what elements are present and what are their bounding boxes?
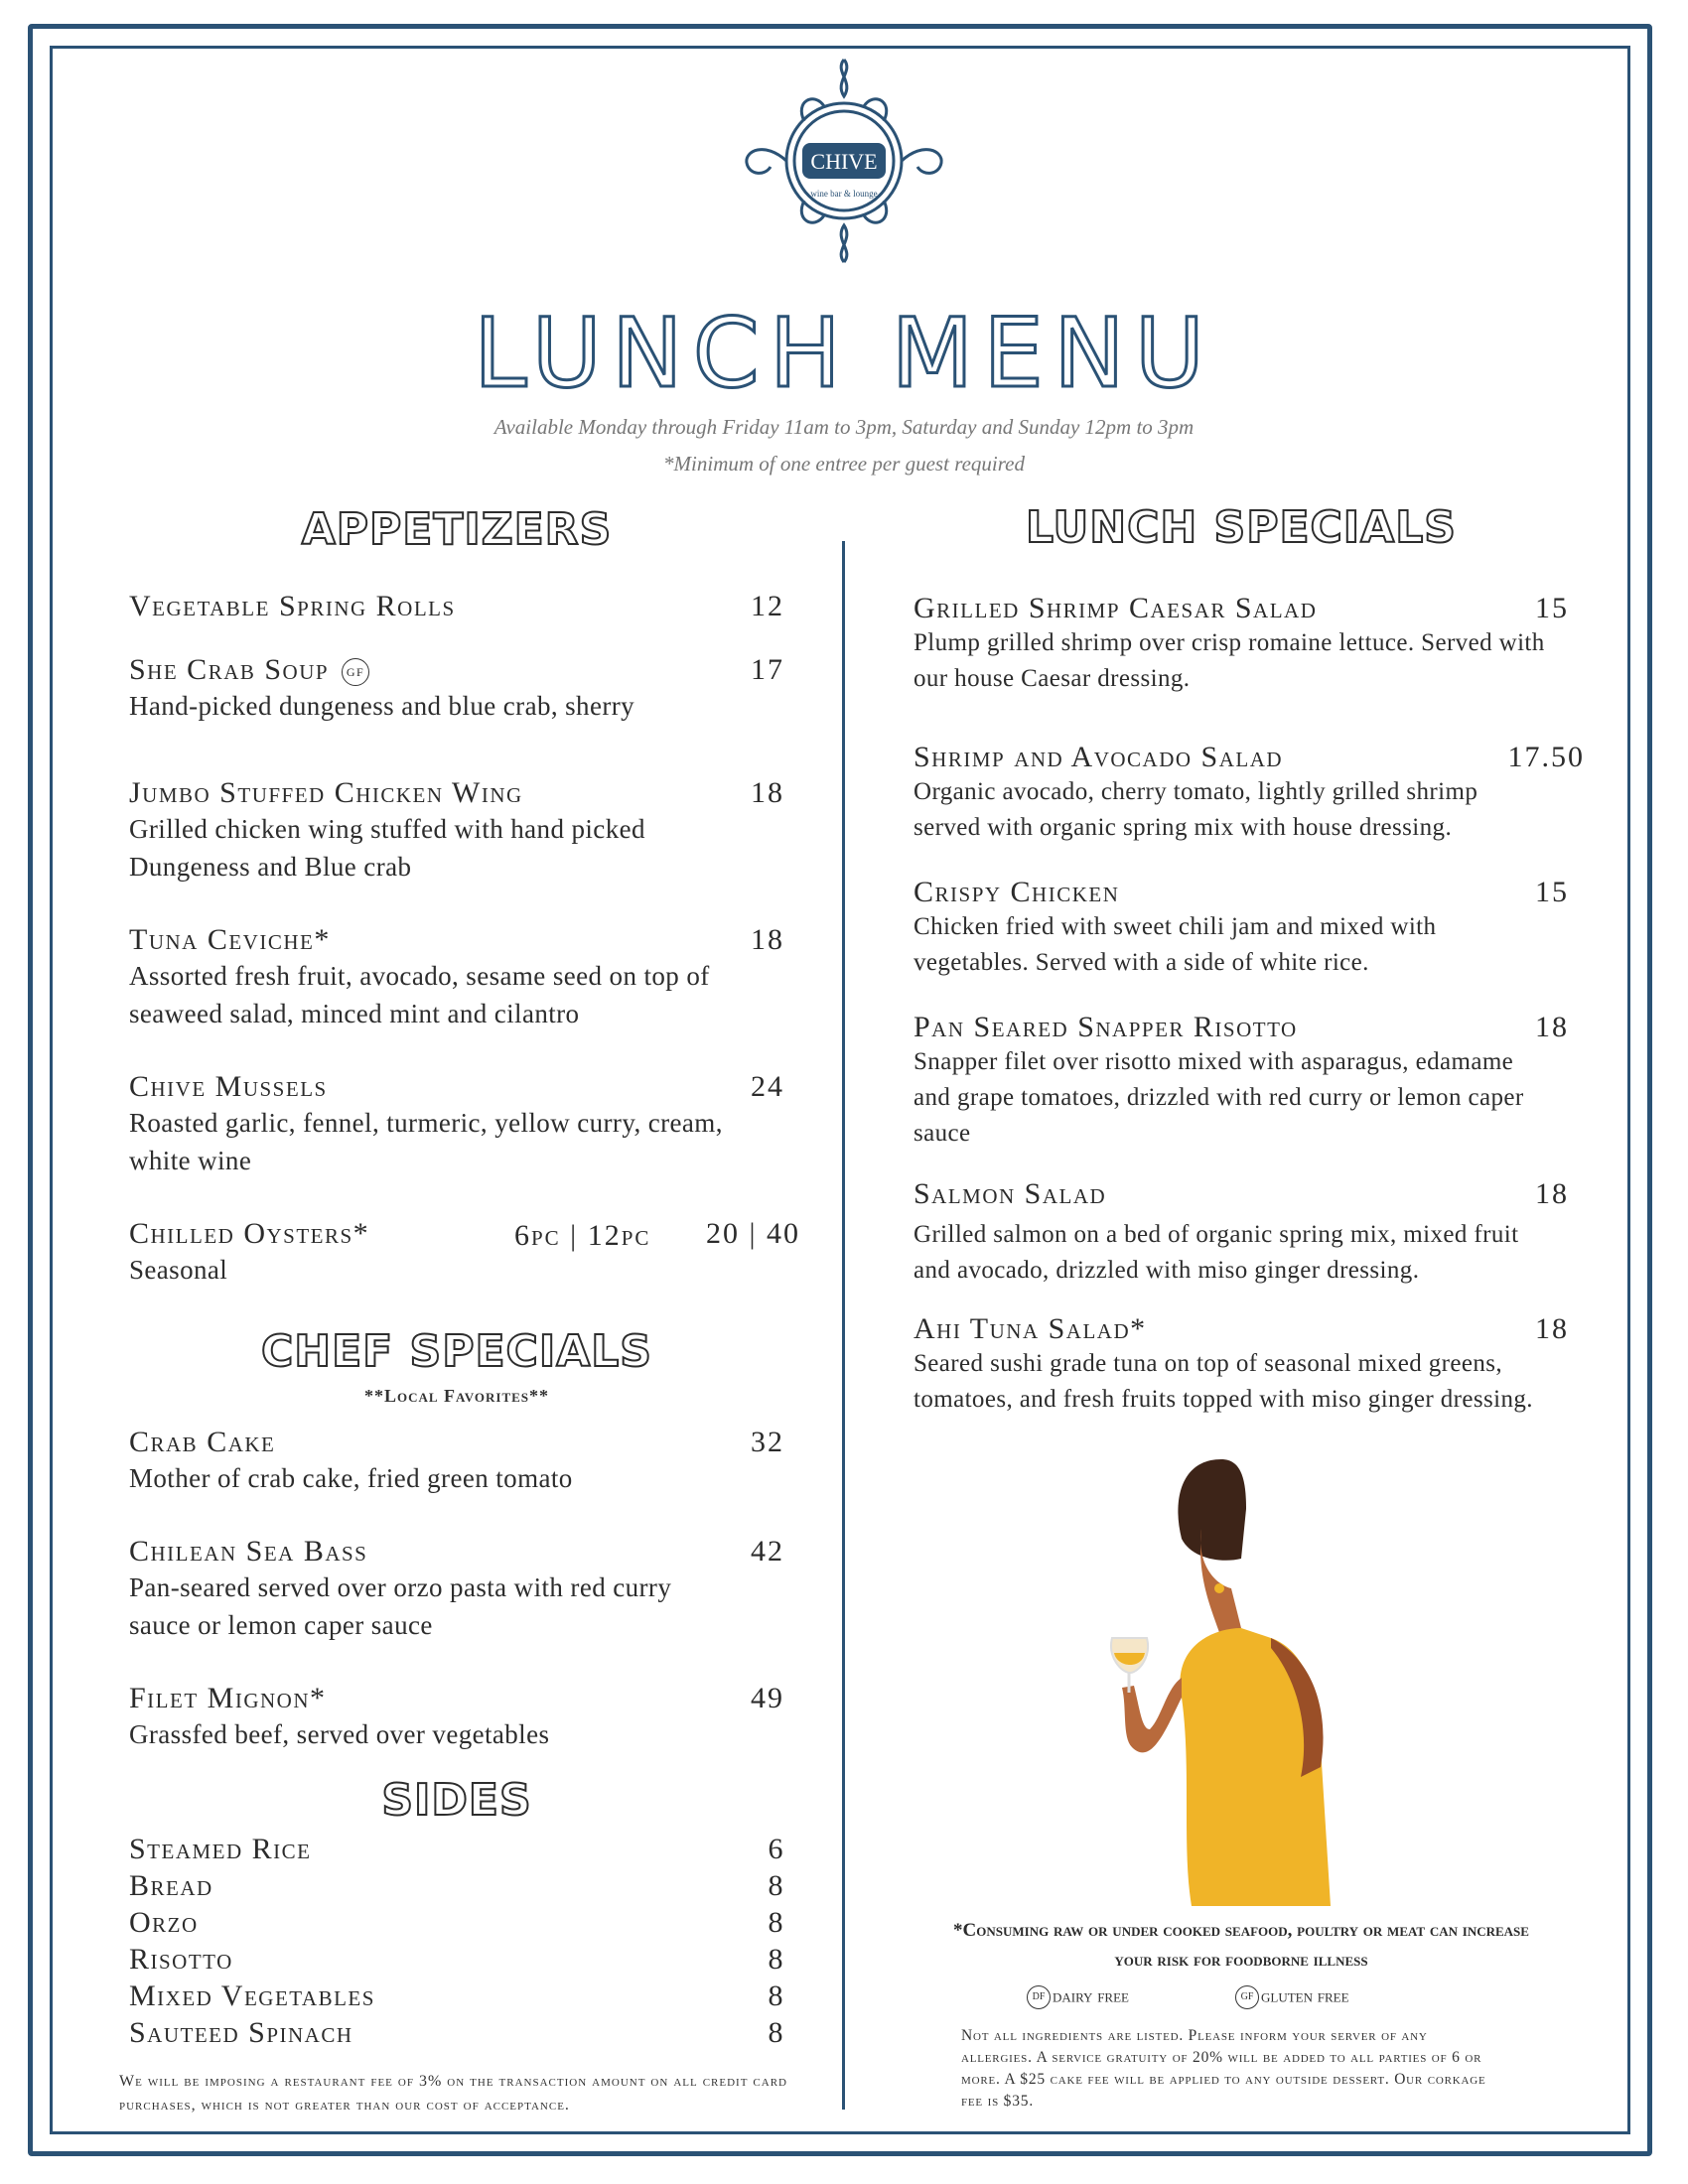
item-price: 49 (751, 1682, 784, 1714)
side-item (129, 2016, 784, 2050)
item-name: Filet Mignon* (129, 1682, 327, 1714)
item-name: Chive Mussels (129, 1070, 328, 1103)
menu-item (914, 1011, 1569, 1152)
page-title: LUNCH MENU (473, 298, 1215, 409)
woman-with-wine-illustration (1072, 1449, 1370, 1906)
item-price: 17.50 (1507, 741, 1585, 773)
menu-item (914, 741, 1585, 846)
item-name: Chilled Oysters* (129, 1217, 370, 1250)
item-price: 15 (1535, 592, 1569, 624)
item-description: Organic avocado, cherry tomato, lightly grilled shrimp served with organic spring mix with house dressing. (914, 778, 1478, 841)
item-name: Pan Seared Snapper Risotto (914, 1011, 1298, 1043)
credit-card-fee-note: We will be imposing a restaurant fee of 3% on the transaction amount on all credit card purchases, which is not greater than our cost of acceptance. (119, 2073, 787, 2114)
side-price: 6 (768, 1833, 784, 1865)
menu-item (129, 1535, 784, 1644)
side-price: 8 (768, 2016, 784, 2049)
side-price: 8 (768, 1979, 784, 2012)
item-description: Grassfed beef, served over vegetables (129, 1719, 550, 1749)
chive-logo (735, 52, 953, 270)
item-name: Salmon Salad (914, 1177, 1107, 1210)
gluten-free-label: gluten free (1261, 1985, 1349, 2007)
dairy-free-icon: DF (1027, 1985, 1051, 2009)
item-name: She Crab Soup (129, 653, 330, 686)
availability-text: Available Monday through Friday 11am to 3pm, Saturday and Sunday 12pm to 3pm (493, 415, 1195, 439)
item-price: 24 (751, 1070, 784, 1103)
item-price: 15 (1535, 876, 1569, 908)
logo-text: CHIVE (810, 149, 878, 174)
logo-tagline: wine bar & lounge (810, 189, 878, 199)
menu-item (914, 1312, 1569, 1418)
menu-item (129, 1070, 784, 1179)
side-price: 8 (768, 1906, 784, 1939)
sides-heading: SIDES (381, 1775, 532, 1826)
item-description: Hand-picked dungeness and blue crab, sherry (129, 691, 635, 721)
item-price: 18 (1535, 1177, 1569, 1210)
side-name: Orzo (129, 1906, 199, 1939)
menu-item (129, 653, 784, 725)
item-description: Seasonal (129, 1255, 228, 1285)
item-price: 18 (1535, 1312, 1569, 1345)
item-description: Chicken fried with sweet chili jam and mixed with vegetables. Served with a side of white rice. (914, 913, 1437, 976)
chef-specials-heading: CHEF SPECIALS (261, 1326, 652, 1377)
item-price: 18 (751, 776, 784, 809)
item-description: Seared sushi grade tuna on top of seasonal mixed greens, tomatoes, and fresh fruits topped with miso ginger dressing. (914, 1350, 1533, 1413)
lunch-specials-heading: LUNCH SPECIALS (1026, 502, 1457, 553)
side-item (129, 1869, 784, 1903)
minimum-note: *Minimum of one entree per guest required (663, 452, 1025, 476)
menu-item (129, 1426, 784, 1497)
foodborne-illness-warning: *Consuming raw or under cooked seafood, poultry or meat can increase your risk for foodborne illness (953, 1920, 1529, 1971)
side-price: 8 (768, 1869, 784, 1902)
menu-item (129, 776, 784, 886)
menu-item (914, 592, 1569, 697)
item-description: Roasted garlic, fennel, turmeric, yellow curry, cream, white wine (129, 1108, 723, 1175)
item-price: 20 | 40 (705, 1217, 800, 1250)
menu-item (129, 1217, 800, 1289)
item-name: Jumbo Stuffed Chicken Wing (129, 776, 523, 809)
dairy-free-legend (1023, 1985, 1129, 2009)
side-item (129, 1979, 784, 2013)
oyster-size-options: 6pc | 12pc (514, 1219, 651, 1252)
side-price: 8 (768, 1943, 784, 1976)
item-description: Mother of crab cake, fried green tomato (129, 1463, 573, 1493)
side-item (129, 1833, 784, 1866)
item-description: Assorted fresh fruit, avocado, sesame seed on top of seaweed salad, minced mint and cilantro (129, 961, 710, 1028)
item-price: 18 (751, 923, 784, 956)
item-name: Ahi Tuna Salad* (914, 1312, 1147, 1345)
column-divider (842, 541, 845, 2110)
menu-item (914, 1177, 1569, 1289)
menu-item (129, 1682, 784, 1753)
item-description: Snapper filet over risotto mixed with asparagus, edamame and grape tomatoes, drizzled with red curry or lemon caper sauce (914, 1048, 1524, 1147)
item-description: Plump grilled shrimp over crisp romaine lettuce. Served with our house Caesar dressing. (914, 629, 1545, 692)
side-name: Mixed Vegetables (129, 1979, 375, 2012)
item-description: Pan-seared served over orzo pasta with red curry sauce or lemon caper sauce (129, 1572, 672, 1640)
item-name: Vegetable Spring Rolls (129, 590, 456, 622)
item-price: 32 (751, 1426, 784, 1458)
item-name: Crispy Chicken (914, 876, 1120, 908)
side-item (129, 1943, 784, 1977)
gluten-free-legend (1231, 1985, 1349, 2009)
dairy-free-label: dairy free (1053, 1985, 1129, 2007)
gluten-free-icon: GF (342, 658, 369, 686)
menu-item (129, 923, 784, 1032)
item-price: 17 (751, 653, 784, 686)
item-price: 18 (1535, 1011, 1569, 1043)
item-name: Crab Cake (129, 1426, 276, 1458)
local-favorites-note: **Local Favorites** (363, 1386, 550, 1406)
side-name: Risotto (129, 1943, 233, 1976)
item-name: Shrimp and Avocado Salad (914, 741, 1284, 773)
item-description: Grilled chicken wing stuffed with hand picked Dungeness and Blue crab (129, 814, 645, 882)
menu-item (914, 876, 1569, 981)
appetizers-heading: APPETIZERS (301, 504, 613, 555)
item-name: Tuna Ceviche* (129, 923, 331, 956)
side-name: Sauteed Spinach (129, 2016, 353, 2049)
side-name: Steamed Rice (129, 1833, 312, 1865)
gluten-free-icon: GF (1235, 1985, 1259, 2009)
allergy-and-fees-note: Not all ingredients are listed. Please inform your server of any allergies. A service gratuity of 20% will be added to all parties of 6 or more. A $25 cake fee will be applied to any outside dessert. Our corkage fee is $35. (961, 2027, 1486, 2110)
item-price: 42 (751, 1535, 784, 1568)
item-price: 12 (751, 590, 784, 622)
side-name: Bread (129, 1869, 213, 1902)
item-name: Grilled Shrimp Caesar Salad (914, 592, 1318, 624)
item-description: Grilled salmon on a bed of organic spring mix, mixed fruit and avocado, drizzled with miso ginger dressing. (914, 1221, 1519, 1284)
item-name: Chilean Sea Bass (129, 1535, 368, 1568)
menu-item (129, 590, 784, 623)
side-item (129, 1906, 784, 1940)
